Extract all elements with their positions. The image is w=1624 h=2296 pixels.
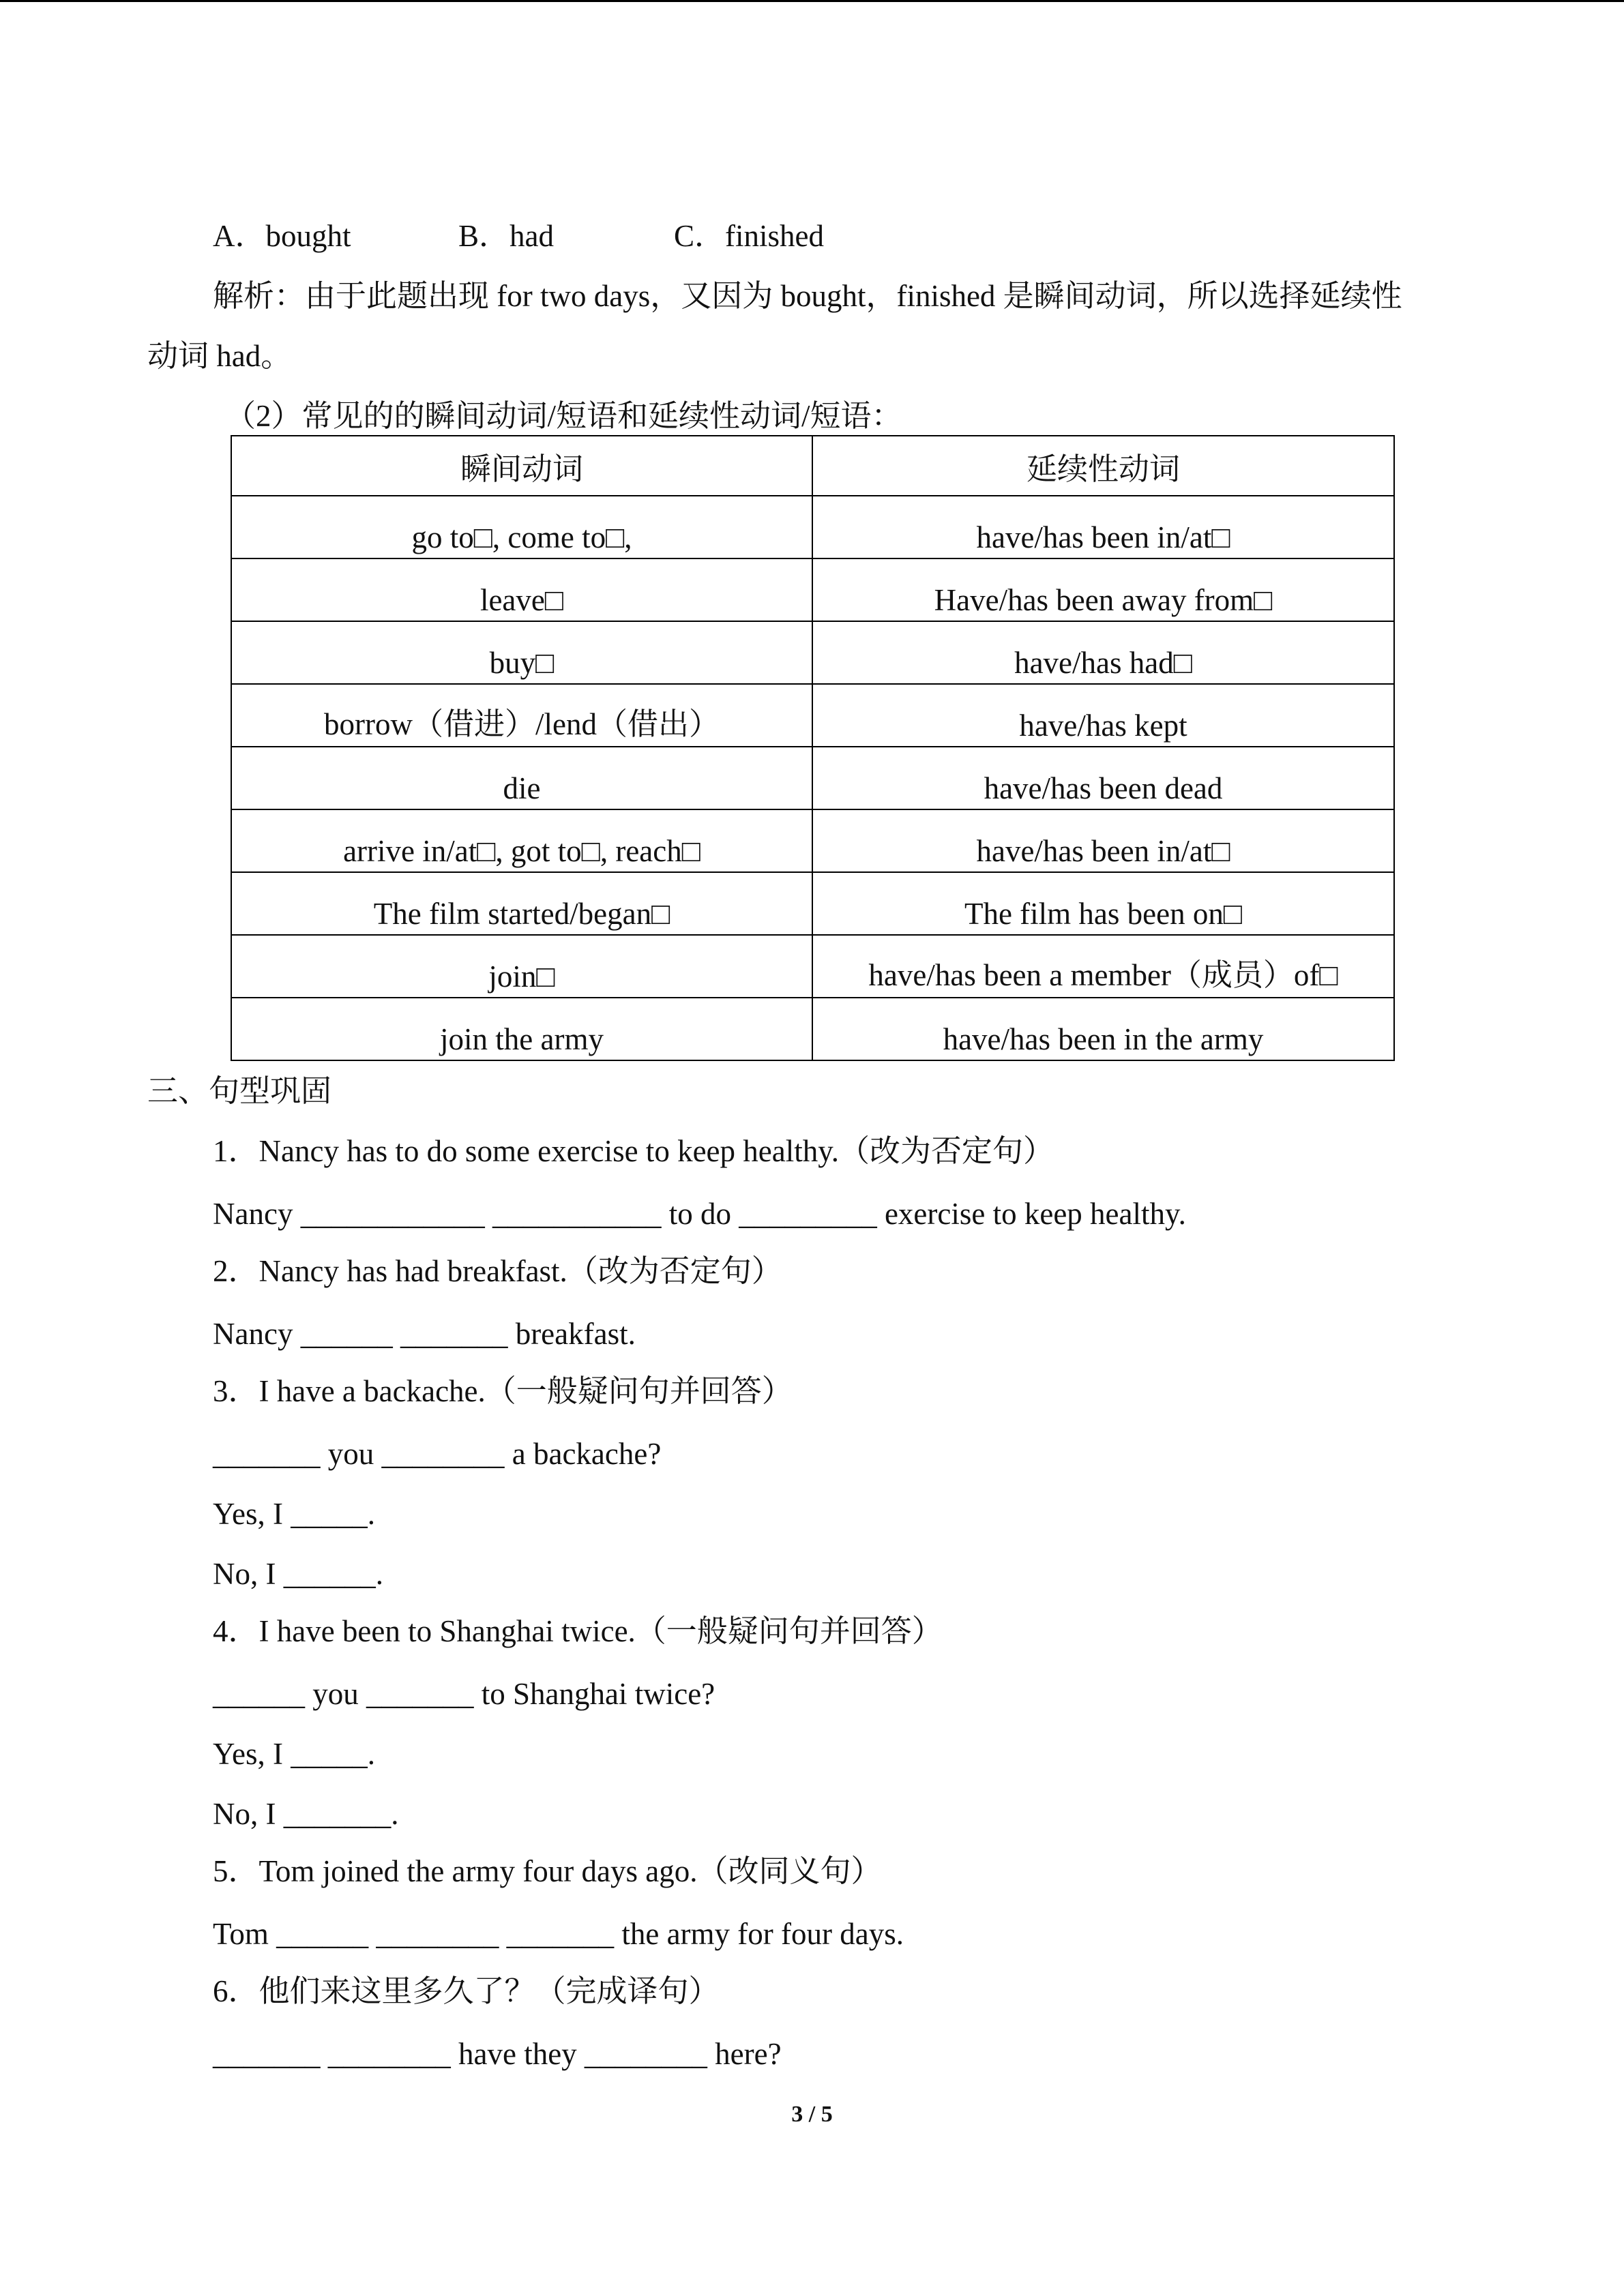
question-1: 1．Nancy has to do some exercise to keep healthy.（改为否定句） [213, 1134, 1054, 1168]
verb-table [231, 435, 1395, 1061]
durative-verb-cell: The film has been on□ [812, 872, 1394, 935]
question-5: 5．Tom joined the army four days ago.（改同义句） [213, 1854, 882, 1888]
answer-4-no: No, I _______. [213, 1797, 399, 1831]
table-row [231, 809, 1394, 872]
instant-verb-cell: join□ [231, 935, 812, 998]
answer-4-yes: Yes, I _____. [213, 1737, 375, 1771]
instant-verb-cell: join the army [231, 998, 812, 1060]
durative-verb-cell: have/has been a member（成员）of□ [812, 935, 1394, 998]
answer-6: _______ ________ have they ________ here? [213, 2037, 782, 2071]
instant-verb-cell: The film started/began□ [231, 872, 812, 935]
answer-2: Nancy ______ _______ breakfast. [213, 1317, 636, 1351]
durative-verb-cell: have/has been in the army [812, 998, 1394, 1060]
table-row [231, 684, 1394, 747]
instant-verb-cell: borrow（借进）/lend（借出） [231, 684, 812, 747]
section-title: 三、句型巩固 [147, 1074, 332, 1108]
analysis-line-1: 解析：由于此题出现 for two days，又因为 bought，finished 是瞬间动词，所以选择延续性 [213, 279, 1402, 313]
table-row [231, 558, 1394, 621]
question-2: 2．Nancy has had breakfast.（改为否定句） [213, 1254, 782, 1288]
question-6: 6．他们来这里多久了？（完成译句） [213, 1974, 720, 2008]
table-row [231, 872, 1394, 935]
question-4: 4．I have been to Shanghai twice.（一般疑问句并回答） [213, 1614, 943, 1648]
instant-verb-cell: leave□ [231, 558, 812, 621]
option-b: B．had [458, 219, 554, 253]
option-a: A．bought [213, 219, 351, 253]
header-durative-verbs: 延续性动词 [812, 436, 1394, 496]
table-row [231, 621, 1394, 684]
question-3: 3．I have a backache.（一般疑问句并回答） [213, 1374, 793, 1408]
answer-3-question: _______ you ________ a backache? [213, 1437, 662, 1471]
answer-4-question: ______ you _______ to Shanghai twice? [213, 1677, 715, 1711]
durative-verb-cell: Have/has been away from□ [812, 558, 1394, 621]
instant-verb-cell: buy□ [231, 621, 812, 684]
table-row [231, 935, 1394, 998]
option-c: C．finished [674, 219, 824, 253]
page-number: 3 / 5 [791, 2102, 833, 2127]
answer-3-no: No, I ______. [213, 1557, 383, 1591]
table-row [231, 998, 1394, 1060]
analysis-line-2: 动词 had。 [147, 339, 292, 373]
durative-verb-cell: have/has kept [812, 684, 1394, 747]
instant-verb-cell: arrive in/at□, got to□, reach□ [231, 809, 812, 872]
durative-verb-cell: have/has had□ [812, 621, 1394, 684]
instant-verb-cell: go to□, come to□, [231, 496, 812, 558]
durative-verb-cell: have/has been in/at□ [812, 809, 1394, 872]
header-instant-verbs: 瞬间动词 [231, 436, 812, 496]
answer-5: Tom ______ ________ _______ the army for four days. [213, 1917, 904, 1951]
top-border [0, 0, 1624, 2]
instant-verb-cell: die [231, 747, 812, 809]
durative-verb-cell: have/has been dead [812, 747, 1394, 809]
table-header-row [231, 436, 1394, 496]
durative-verb-cell: have/has been in/at□ [812, 496, 1394, 558]
answer-1: Nancy ____________ ___________ to do _________ exercise to keep healthy. [213, 1197, 1186, 1231]
table-row [231, 747, 1394, 809]
table-intro: （2）常见的的瞬间动词/短语和延续性动词/短语： [225, 399, 902, 433]
answer-3-yes: Yes, I _____. [213, 1497, 375, 1531]
table-row [231, 496, 1394, 558]
